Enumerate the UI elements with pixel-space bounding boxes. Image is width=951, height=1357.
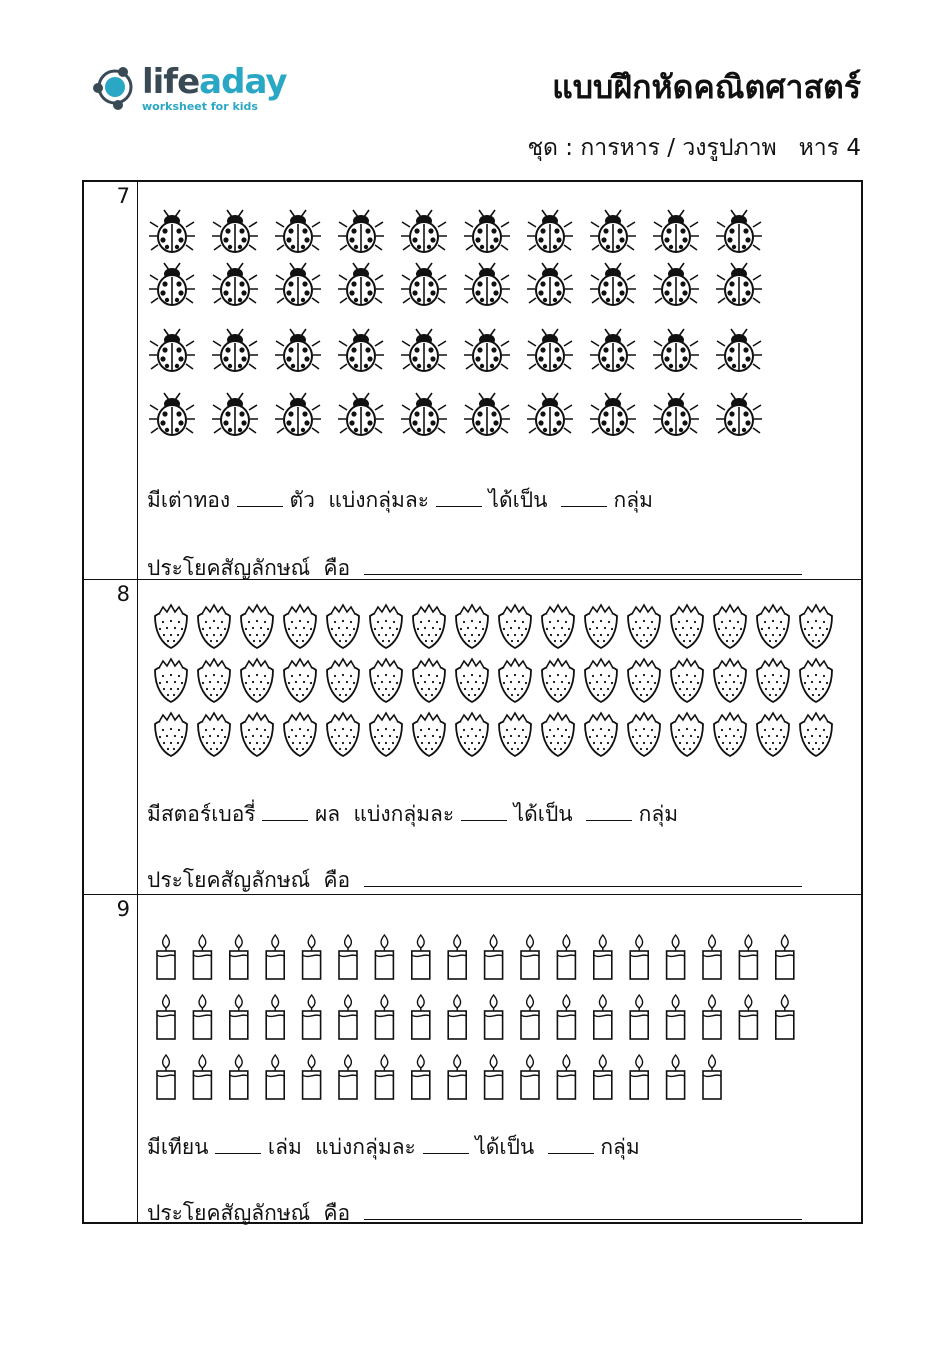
strawberry-icon[interactable] [800, 605, 832, 648]
strawberry-icon[interactable] [413, 659, 445, 702]
ladybug-icon[interactable] [653, 210, 699, 252]
ladybug-icon[interactable] [464, 210, 510, 252]
candle-icon[interactable] [230, 935, 248, 979]
ladybug-icon[interactable] [149, 329, 195, 371]
candle-icon[interactable] [266, 1055, 284, 1099]
strawberry-icon[interactable] [155, 713, 187, 756]
question-7 [84, 182, 861, 579]
candle-icon[interactable] [339, 935, 357, 979]
strawberry-icon[interactable] [671, 659, 703, 702]
ladybug-icon[interactable] [338, 263, 384, 305]
strawberry-icon[interactable] [671, 713, 703, 756]
answer-blank-sentence[interactable] [364, 870, 802, 887]
strawberry-icon[interactable] [499, 713, 531, 756]
count-text-3: ได้เป็น [475, 1135, 535, 1159]
question-8 [84, 579, 861, 894]
candle-icon[interactable] [230, 995, 248, 1039]
candle-icon[interactable] [594, 935, 612, 979]
candle-icon[interactable] [157, 995, 175, 1039]
answer-blank-total[interactable] [215, 1137, 261, 1154]
number-sentence [147, 1197, 802, 1230]
candle-icon[interactable] [193, 995, 211, 1039]
candle-icon[interactable] [230, 1055, 248, 1099]
candle-icon[interactable] [448, 1055, 466, 1099]
ladybug-icon[interactable] [275, 393, 321, 435]
ladybug-icon[interactable] [212, 210, 258, 252]
ladybug-icon[interactable] [464, 329, 510, 371]
answer-blank-groups[interactable] [586, 804, 632, 821]
strawberry-icon[interactable] [542, 605, 574, 648]
candle-icon[interactable] [412, 935, 430, 979]
logo-molecule-icon [90, 62, 140, 112]
candle-icon[interactable] [703, 995, 721, 1039]
candle-icon[interactable] [776, 995, 794, 1039]
ladybug-icon[interactable] [590, 263, 636, 305]
count-sentence [147, 1131, 640, 1164]
strawberry-icon[interactable] [499, 659, 531, 702]
count-text-4: กลุ่ม [613, 488, 653, 512]
strawberry-icon[interactable] [284, 713, 316, 756]
candle-icon[interactable] [412, 995, 430, 1039]
strawberry-icon[interactable] [757, 713, 789, 756]
count-text-2: ผล แบ่งกลุ่มละ [314, 802, 455, 826]
strawberry-icon[interactable] [241, 605, 273, 648]
count-text-1: มีเทียน [147, 1135, 209, 1159]
ladybug-icon[interactable] [212, 329, 258, 371]
strawberry-icon[interactable] [241, 659, 273, 702]
ladybug-icon[interactable] [338, 210, 384, 252]
candle-icon[interactable] [594, 1055, 612, 1099]
strawberry-icon[interactable] [370, 713, 402, 756]
candle-icon[interactable] [630, 1055, 648, 1099]
count-text-3: ได้เป็น [488, 488, 548, 512]
strawberry-icon[interactable] [284, 605, 316, 648]
worksheet-table [82, 180, 863, 1224]
ladybug-icon[interactable] [464, 263, 510, 305]
candle-icon[interactable] [448, 935, 466, 979]
worksheet-subtitle: ชุด : การหาร / วงรูปภาพ หาร 4 [527, 135, 861, 161]
ladybug-icon[interactable] [212, 263, 258, 305]
candle-icon[interactable] [157, 935, 175, 979]
lifeaday-logo [90, 60, 287, 116]
answer-blank-group-size[interactable] [436, 490, 482, 507]
worksheet-title: แบบฝึกหัดคณิตศาสตร์ [552, 68, 861, 106]
candle-icon[interactable] [703, 1055, 721, 1099]
count-text-2: ตัว แบ่งกลุ่มละ [289, 488, 430, 512]
ladybug-icon[interactable] [401, 329, 447, 371]
candle-icon[interactable] [375, 995, 393, 1039]
candle-icon[interactable] [485, 935, 503, 979]
candle-icon[interactable] [521, 1055, 539, 1099]
count-text-4: กลุ่ม [638, 802, 679, 826]
answer-blank-groups[interactable] [561, 490, 607, 507]
candle-icon[interactable] [630, 995, 648, 1039]
strawberry-icon[interactable] [198, 659, 230, 702]
ladybug-icon[interactable] [653, 329, 699, 371]
question-number: 8 [116, 582, 130, 606]
candle-icon[interactable] [193, 935, 211, 979]
ladybug-icon[interactable] [716, 210, 762, 252]
candle-icon[interactable] [557, 1055, 575, 1099]
logo-wordmark: lifeaday [142, 62, 287, 102]
picture-grid [84, 580, 864, 884]
strawberry-icon[interactable] [757, 659, 789, 702]
strawberry-icon[interactable] [456, 659, 488, 702]
count-text-1: มีสตอร์เบอรี่ [147, 802, 256, 826]
candle-icon[interactable] [594, 995, 612, 1039]
candle-icon[interactable] [266, 995, 284, 1039]
candle-icon[interactable] [448, 995, 466, 1039]
answer-blank-total[interactable] [237, 490, 283, 507]
sentence-label: ประโยคสัญลักษณ์ คือ [147, 1201, 351, 1225]
answer-blank-sentence[interactable] [364, 1203, 802, 1220]
candle-icon[interactable] [557, 935, 575, 979]
strawberry-icon[interactable] [542, 659, 574, 702]
candle-icon[interactable] [703, 935, 721, 979]
candle-icon[interactable] [667, 935, 685, 979]
strawberry-icon[interactable] [585, 713, 617, 756]
answer-blank-group-size[interactable] [423, 1137, 469, 1154]
strawberry-icon[interactable] [628, 605, 660, 648]
candle-icon[interactable] [339, 1055, 357, 1099]
candle-icon[interactable] [303, 1055, 321, 1099]
strawberry-icon[interactable] [198, 713, 230, 756]
candle-icon[interactable] [303, 935, 321, 979]
ladybug-icon[interactable] [149, 210, 195, 252]
strawberry-icon[interactable] [800, 713, 832, 756]
strawberry-icon[interactable] [241, 713, 273, 756]
ladybug-icon[interactable] [653, 393, 699, 435]
ladybug-icon[interactable] [464, 393, 510, 435]
ladybug-icon[interactable] [275, 210, 321, 252]
candle-icon[interactable] [739, 995, 757, 1039]
strawberry-icon[interactable] [327, 659, 359, 702]
question-number: 7 [116, 184, 130, 208]
candle-icon[interactable] [667, 995, 685, 1039]
strawberry-icon[interactable] [671, 605, 703, 648]
ladybug-icon[interactable] [716, 393, 762, 435]
count-text-2: เล่ม แบ่งกลุ่มละ [267, 1135, 416, 1159]
ladybug-icon[interactable] [275, 329, 321, 371]
candle-icon[interactable] [557, 995, 575, 1039]
logo-tagline: worksheet for kids [142, 100, 258, 113]
candle-icon[interactable] [630, 935, 648, 979]
strawberry-icon[interactable] [413, 713, 445, 756]
strawberry-icon[interactable] [155, 605, 187, 648]
candle-icon[interactable] [667, 1055, 685, 1099]
strawberry-icon[interactable] [327, 605, 359, 648]
ladybug-icon[interactable] [527, 393, 573, 435]
ladybug-icon[interactable] [338, 329, 384, 371]
strawberry-icon[interactable] [413, 605, 445, 648]
ladybug-icon[interactable] [527, 263, 573, 305]
candle-icon[interactable] [521, 995, 539, 1039]
picture-grid-svg [84, 182, 864, 482]
strawberry-icon[interactable] [628, 713, 660, 756]
count-sentence [147, 798, 678, 831]
candle-icon[interactable] [157, 1055, 175, 1099]
ladybug-icon[interactable] [527, 210, 573, 252]
strawberry-icon[interactable] [155, 659, 187, 702]
ladybug-icon[interactable] [716, 329, 762, 371]
question-9 [84, 894, 861, 1225]
candle-icon[interactable] [266, 935, 284, 979]
ladybug-icon[interactable] [149, 263, 195, 305]
candle-icon[interactable] [739, 935, 757, 979]
strawberry-icon[interactable] [456, 605, 488, 648]
candle-icon[interactable] [375, 1055, 393, 1099]
picture-grid-svg [84, 580, 864, 880]
ladybug-icon[interactable] [653, 263, 699, 305]
ladybug-icon[interactable] [590, 210, 636, 252]
strawberry-icon[interactable] [628, 659, 660, 702]
count-text-1: มีเต่าทอง [147, 488, 231, 512]
strawberry-icon[interactable] [800, 659, 832, 702]
answer-blank-total[interactable] [262, 804, 308, 821]
ladybug-icon[interactable] [275, 263, 321, 305]
strawberry-icon[interactable] [327, 713, 359, 756]
strawberry-icon[interactable] [284, 659, 316, 702]
ladybug-icon[interactable] [149, 393, 195, 435]
candle-icon[interactable] [412, 1055, 430, 1099]
candle-icon[interactable] [485, 1055, 503, 1099]
ladybug-icon[interactable] [338, 393, 384, 435]
count-sentence [147, 484, 653, 517]
strawberry-icon[interactable] [456, 713, 488, 756]
candle-icon[interactable] [776, 935, 794, 979]
strawberry-icon[interactable] [370, 605, 402, 648]
strawberry-icon[interactable] [585, 605, 617, 648]
candle-icon[interactable] [339, 995, 357, 1039]
candle-icon[interactable] [375, 935, 393, 979]
ladybug-icon[interactable] [590, 393, 636, 435]
count-text-3: ได้เป็น [513, 802, 573, 826]
ladybug-icon[interactable] [590, 329, 636, 371]
picture-grid [84, 182, 864, 486]
answer-blank-group-size[interactable] [461, 804, 507, 821]
candle-icon[interactable] [303, 995, 321, 1039]
number-sentence [147, 864, 802, 897]
sentence-label: ประโยคสัญลักษณ์ คือ [147, 556, 351, 580]
question-number: 9 [116, 897, 130, 921]
answer-blank-sentence[interactable] [364, 558, 802, 575]
strawberry-icon[interactable] [714, 605, 746, 648]
candle-icon[interactable] [521, 935, 539, 979]
ladybug-icon[interactable] [527, 329, 573, 371]
candle-icon[interactable] [485, 995, 503, 1039]
strawberry-icon[interactable] [714, 659, 746, 702]
ladybug-icon[interactable] [716, 263, 762, 305]
count-text-4: กลุ่ม [600, 1135, 640, 1159]
ladybug-icon[interactable] [401, 393, 447, 435]
answer-blank-groups[interactable] [548, 1137, 594, 1154]
ladybug-icon[interactable] [401, 210, 447, 252]
sentence-label: ประโยคสัญลักษณ์ คือ [147, 868, 351, 892]
ladybug-icon[interactable] [212, 393, 258, 435]
strawberry-icon[interactable] [714, 713, 746, 756]
strawberry-icon[interactable] [370, 659, 402, 702]
strawberry-icon[interactable] [757, 605, 789, 648]
strawberry-icon[interactable] [198, 605, 230, 648]
candle-icon[interactable] [193, 1055, 211, 1099]
strawberry-icon[interactable] [542, 713, 574, 756]
ladybug-icon[interactable] [401, 263, 447, 305]
strawberry-icon[interactable] [585, 659, 617, 702]
strawberry-icon[interactable] [499, 605, 531, 648]
